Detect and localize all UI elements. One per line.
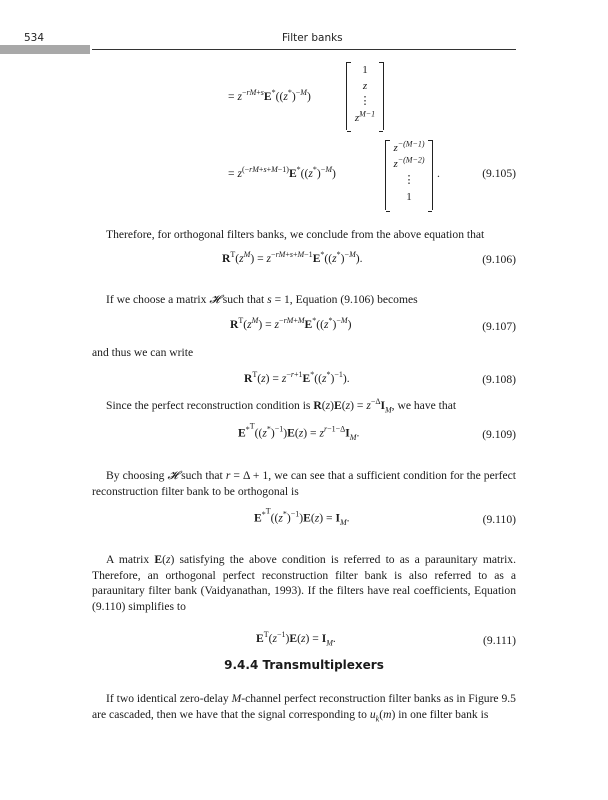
equation-number: (9.108) bbox=[482, 373, 516, 386]
vector-1-entry: $z^{M-1}$ bbox=[354, 109, 376, 124]
equation-number: (9.110) bbox=[482, 513, 516, 526]
header-rule bbox=[92, 49, 516, 50]
equation-9-109: $E^{*^T}((z^*)^{-1})E(z) = z^{r-1-\Delta}I_M$. bbox=[238, 421, 360, 442]
equation-9-111: $E^T(z^{-1})E(z) = I_M$. bbox=[256, 630, 336, 648]
vector-2-entry: ⋮ bbox=[403, 174, 415, 186]
paragraph: If we choose a matrix 𝓗 such that s = 1, Equation (9.106) becomes bbox=[106, 293, 418, 306]
paragraph: and thus we can write bbox=[92, 346, 194, 359]
vector-2 bbox=[385, 140, 433, 210]
vector-1-entry: ⋮ bbox=[359, 95, 371, 107]
equation-line-2: = $z^{(-rM+s+M-1)}E^*((z^*)^{-M})$ bbox=[228, 165, 336, 180]
paragraph: Therefore, for orthogonal filters banks, we conclude from the above equation that bbox=[106, 228, 485, 241]
paragraph: Since the perfect reconstruction condition is $R(z)E(z) = z^{-\Delta}I_M$, we have that bbox=[106, 397, 457, 415]
page-number: 534 bbox=[24, 32, 45, 44]
equation-9-108: $R^T(z) = z^{-r+1}E^*((z^*)^{-1})$. bbox=[244, 370, 350, 385]
equation-number: (9.109) bbox=[482, 428, 516, 441]
equation-number: (9.105) bbox=[482, 167, 516, 180]
paragraph: If two identical zero-delay M-channel perfect reconstruction filter banks as in Figure 9.5 are cascaded, then we have that the signal corresponding to $u_k(m)$ in one filter bank is bbox=[92, 692, 516, 723]
period: . bbox=[437, 167, 440, 180]
vector-2-entry: $z^{-(M-2)}$ bbox=[393, 155, 425, 170]
vector-1 bbox=[346, 62, 384, 130]
vector-2-entry: $z^{-(M-1)}$ bbox=[393, 139, 425, 154]
section-heading: 9.4.4 Transmultiplexers bbox=[224, 658, 384, 672]
paragraph-tail: simplifies to bbox=[128, 599, 186, 613]
vector-1-entry: 1 bbox=[362, 64, 368, 76]
paragraph: A matrix E(z) satisfying the above condition is referred to as a paraunitary matrix. Therefore, an orthogonal perfect reconstruction filter bank is also referred to as a paraunitary filter bank (Vaidyanathan, 1993). If the filters have real coefficients, Equation (9.110) simplifies to bbox=[92, 553, 516, 613]
equation-number: (9.111) bbox=[483, 634, 516, 647]
equation-number: (9.107) bbox=[482, 320, 516, 333]
header-gray-band bbox=[0, 45, 90, 54]
vector-2-entry: 1 bbox=[406, 191, 412, 203]
running-title: Filter banks bbox=[282, 32, 343, 44]
equation-line-1: = $z^{-rM+s}E^*((z^*)^{-M})$ bbox=[228, 88, 311, 103]
paragraph: By choosing 𝓗 such that r = Δ + 1, we can see that a sufficient condition for the perfect reconstruction filter bank to be orthogonal is bbox=[92, 469, 516, 498]
vector-1-entry: z bbox=[362, 80, 368, 92]
equation-9-107: $R^T(z^M) = z^{-rM+M}E^*((z^*)^{-M})$ bbox=[230, 316, 352, 331]
equation-9-106: $R^T(z^M) = z^{-rM+s+M-1}E^*((z^*)^{-M})$. bbox=[222, 250, 363, 265]
equation-number: (9.106) bbox=[482, 253, 516, 266]
equation-9-110: $E^{*^T}((z^*)^{-1})E(z) = I_M$. bbox=[254, 506, 350, 527]
